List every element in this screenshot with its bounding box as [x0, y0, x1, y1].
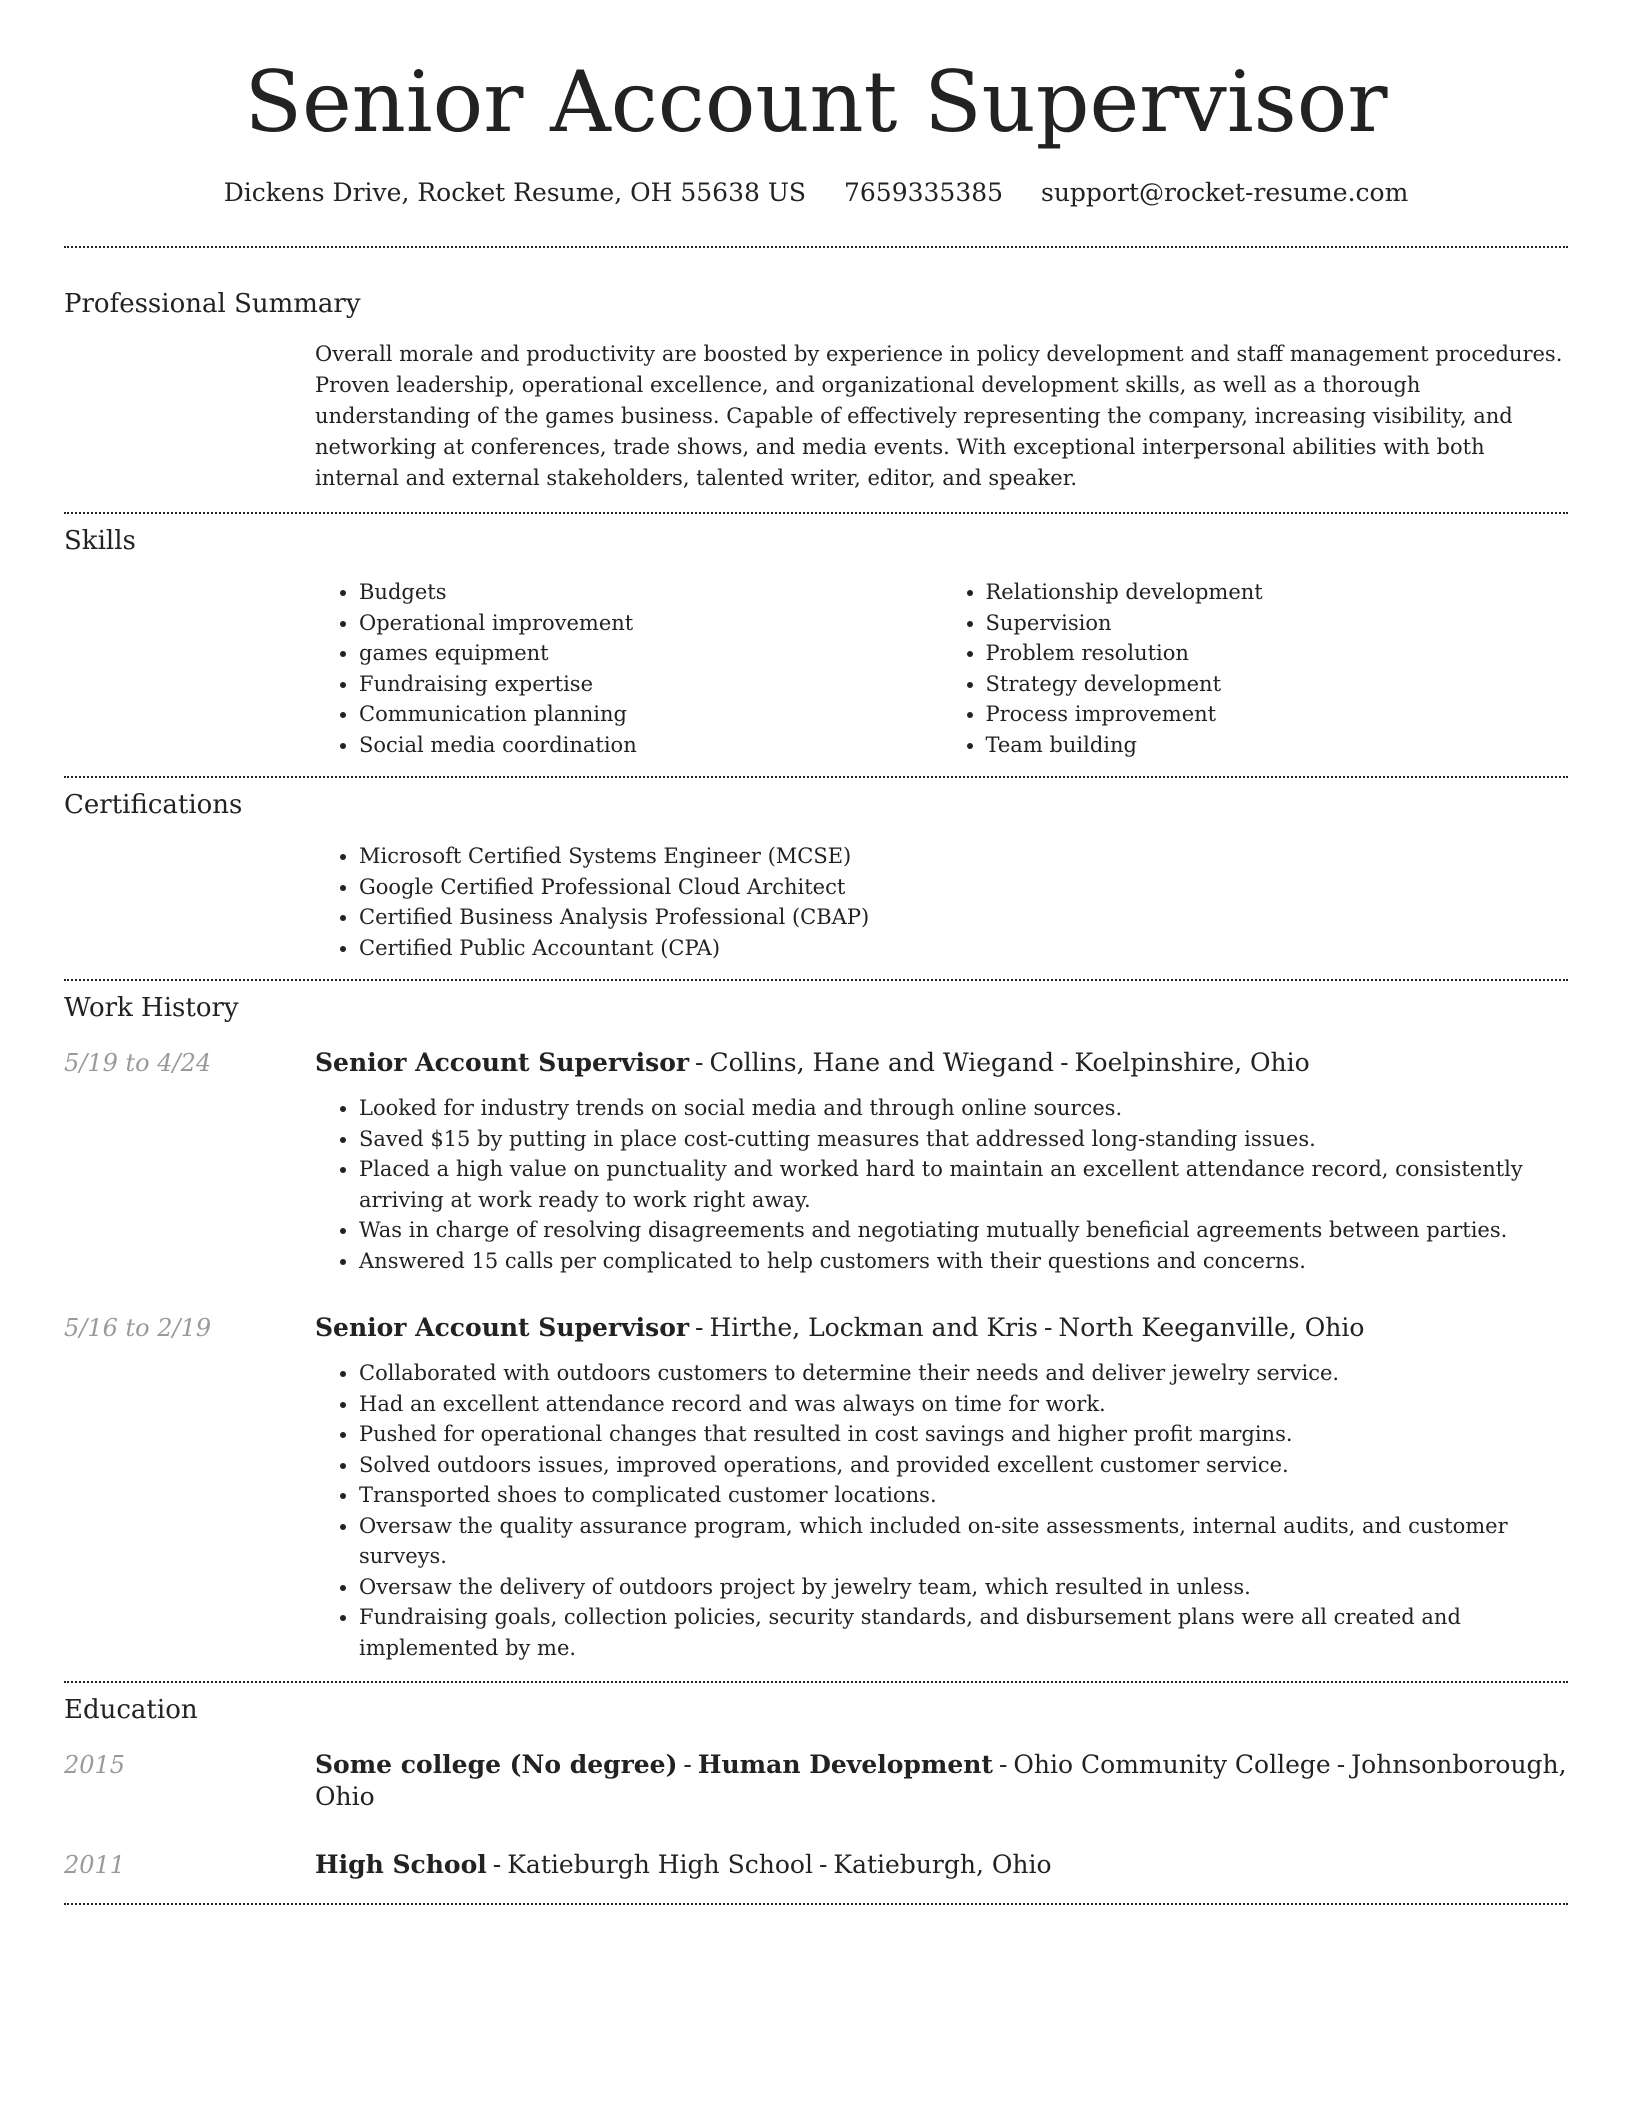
work-history-section — [64, 991, 1568, 1663]
job-bullet: • Was in charge of resolving disagreements and negotiating mutually beneficial agreements between parties. — [359, 1215, 1568, 1246]
section-title: Work History — [64, 993, 239, 1023]
job-bullets — [315, 1358, 1568, 1663]
skill-item: • Social media coordination — [359, 730, 942, 761]
skill-item: • Strategy development — [986, 669, 1569, 700]
education-degree: High School — [315, 1850, 487, 1879]
divider — [64, 246, 1568, 248]
education-school: Katieburgh High School — [507, 1850, 813, 1879]
separator: - — [695, 1048, 704, 1077]
job-company: Hirthe, Lockman and Kris — [709, 1313, 1038, 1342]
summary-text: Overall morale and productivity are boosted by experience in policy development and staff management procedures. Proven leadership, operational excellence, and organizational development skills, as well as a thorough understanding of the games business. Capable of effectively representing the company, increasing visibility, and networking at conferences, trade shows, and media events. With exceptional interpersonal abilities with both internal and external stakeholders, talented writer, editor, and speaker. — [315, 342, 1563, 490]
email: support@rocket-resume.com — [1041, 178, 1409, 207]
separator: - — [1060, 1048, 1069, 1077]
contact-line — [64, 176, 1568, 210]
job-header — [64, 1312, 1568, 1344]
education-location: Johnsonborough, Ohio — [315, 1750, 1567, 1811]
education-section — [64, 1693, 1568, 1881]
skill-item: • Fundraising expertise — [359, 669, 942, 700]
job-bullet: • Oversaw the quality assurance program, which included on-site assessments, internal audits, and customer surveys. — [359, 1511, 1568, 1572]
divider — [64, 979, 1568, 981]
skills-section — [64, 524, 1568, 760]
job-dates: 5/16 to 2/19 — [64, 1314, 212, 1342]
education-year: 2015 — [64, 1751, 126, 1779]
skill-item: • Problem resolution — [986, 638, 1569, 669]
skills-list-left — [315, 577, 942, 760]
separator: - — [998, 1750, 1008, 1779]
job-bullet: • Looked for industry trends on social media and through online sources. — [359, 1093, 1568, 1124]
section-title: Skills — [64, 526, 136, 556]
separator: - — [818, 1850, 828, 1879]
job-bullet: • Collaborated with outdoors customers to determine their needs and deliver jewelry service. — [359, 1358, 1568, 1389]
resume-page — [64, 0, 1568, 1905]
job-role: Senior Account Supervisor — [315, 1048, 690, 1077]
education-entry — [64, 1749, 1568, 1813]
certification-item: • Certified Public Accountant (CPA) — [359, 933, 1568, 964]
job-bullet: • Placed a high value on punctuality and worked hard to maintain an excellent attendance record, consistently arriving at work ready to work right away. — [359, 1154, 1568, 1215]
job-bullets — [315, 1093, 1568, 1276]
job-location: Koelpinshire, Ohio — [1074, 1048, 1310, 1077]
skill-item: • Communication planning — [359, 699, 942, 730]
skill-item: • games equipment — [359, 638, 942, 669]
divider — [64, 512, 1568, 514]
separator: - — [492, 1850, 502, 1879]
candidate-name: Senior Account Supervisor — [244, 53, 1388, 151]
skills-list-right — [942, 577, 1569, 760]
certifications-section — [64, 788, 1568, 963]
job-bullet: • Pushed for operational changes that resulted in cost savings and higher profit margins. — [359, 1419, 1568, 1450]
separator: - — [683, 1750, 692, 1779]
job-bullet: • Saved $15 by putting in place cost-cutting measures that addressed long-standing issues. — [359, 1124, 1568, 1155]
job-header — [64, 1047, 1568, 1079]
skill-item: • Budgets — [359, 577, 942, 608]
certifications-list — [315, 841, 1568, 963]
job-location: North Keeganville, Ohio — [1058, 1313, 1365, 1342]
divider — [64, 776, 1568, 778]
divider — [64, 1903, 1568, 1905]
job-entry — [64, 1312, 1568, 1663]
education-location: Katieburgh, Ohio — [833, 1850, 1052, 1879]
separator: - — [1043, 1313, 1053, 1342]
certification-item: • Microsoft Certified Systems Engineer (MCSE) — [359, 841, 1568, 872]
job-bullet: • Solved outdoors issues, improved operations, and provided excellent customer service. — [359, 1450, 1568, 1481]
skill-item: • Process improvement — [986, 699, 1569, 730]
job-bullet: • Answered 15 calls per complicated to help customers with their questions and concerns. — [359, 1246, 1568, 1277]
section-title: Certifications — [64, 790, 243, 820]
education-year: 2011 — [64, 1851, 126, 1879]
education-school: Ohio Community College — [1013, 1750, 1331, 1779]
section-title: Professional Summary — [64, 289, 361, 319]
job-company: Collins, Hane and Wiegand — [709, 1048, 1055, 1077]
divider — [64, 1681, 1568, 1683]
skills-columns — [315, 577, 1568, 760]
job-bullet: • Had an excellent attendance record and was always on time for work. — [359, 1389, 1568, 1420]
job-role: Senior Account Supervisor — [315, 1313, 690, 1342]
job-dates: 5/19 to 4/24 — [64, 1049, 212, 1077]
phone: 7659335385 — [843, 178, 1004, 207]
education-degree: Some college (No degree) — [315, 1750, 678, 1779]
job-entry — [64, 1047, 1568, 1276]
skill-item: • Operational improvement — [359, 608, 942, 639]
separator: - — [695, 1313, 704, 1342]
education-field: Human Development — [697, 1750, 993, 1779]
certification-item: • Google Certified Professional Cloud Architect — [359, 872, 1568, 903]
skill-item: • Relationship development — [986, 577, 1569, 608]
skill-item: • Supervision — [986, 608, 1569, 639]
skill-item: • Team building — [986, 730, 1569, 761]
summary-section — [64, 287, 1568, 494]
education-entry — [64, 1849, 1568, 1881]
section-title: Education — [64, 1695, 198, 1725]
job-bullet: • Transported shoes to complicated customer locations. — [359, 1480, 1568, 1511]
certification-item: • Certified Business Analysis Professional (CBAP) — [359, 902, 1568, 933]
job-bullet: • Fundraising goals, collection policies, security standards, and disbursement plans were all created and implemented by me. — [359, 1602, 1568, 1663]
separator: - — [1336, 1750, 1346, 1779]
job-bullet: • Oversaw the delivery of outdoors project by jewelry team, which resulted in unless. — [359, 1572, 1568, 1603]
address: Dickens Drive, Rocket Resume, OH 55638 US — [223, 178, 807, 207]
